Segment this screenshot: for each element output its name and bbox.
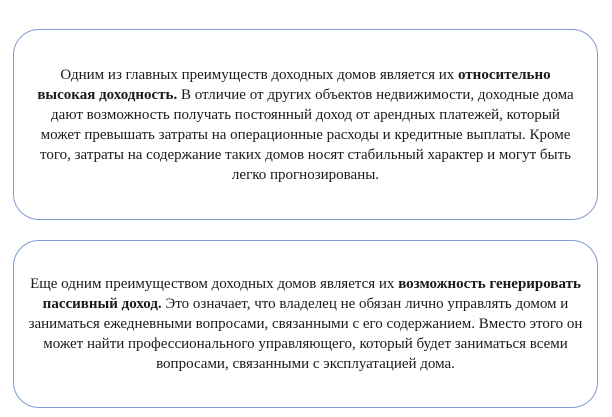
card-text-body: Это означает, что владелец не обязан лично управлять домом и заниматься ежедневными вопросами, связанными с его содержанием. Вместо этого он может найти профессионального управляющего, который будет заниматься всеми вопросами, связанными с эксплуатацией дома. [28,296,583,372]
card-paragraph [36,65,575,185]
card-paragraph [28,274,583,374]
advantage-card-high-yield [13,29,598,220]
advantage-card-passive-income [13,240,598,408]
card-text-highlight: относительно высокая доходность. [37,66,551,103]
card-text-intro: Одним из главных преимуществ доходных домов является их [60,66,458,83]
card-text-intro: Еще одним преимуществом доходных домов является их [30,276,399,292]
card-text-highlight: возможность генерировать пассивный доход. [42,276,581,312]
card-text-body: В отличие от других объектов недвижимости, доходные дома дают возможность получать постоянный доход от арендных платежей, который может превышать затраты на операционные расходы и кредитные выплаты. Кроме того, затраты на содержание таких домов носят стабильный характер и могут быть легко прогнозированы. [40,86,574,183]
